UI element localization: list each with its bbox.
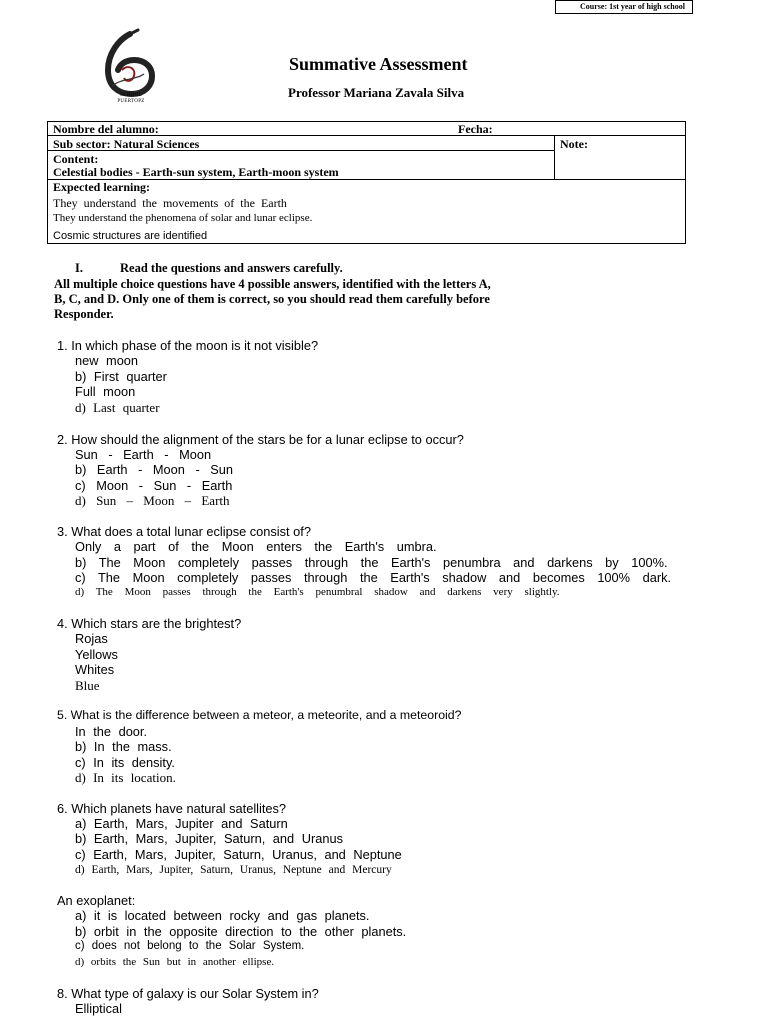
question-option: d) Earth, Mars, Jupiter, Saturn, Uranus, Neptune and Mercury bbox=[75, 864, 392, 876]
question-text: 4. Which stars are the brightest? bbox=[57, 616, 242, 631]
question-option: In the door. bbox=[75, 724, 148, 739]
question-option: Blue bbox=[75, 678, 100, 693]
question-text: 5. What is the difference between a meteor, a meteorite, and a meteoroid? bbox=[57, 708, 462, 722]
question-option: b) Earth, Mars, Jupiter, Saturn, and Uranus bbox=[75, 831, 343, 846]
question-option: b) Earth - Moon - Sun bbox=[75, 462, 234, 477]
question-text: 3. What does a total lunar eclipse consist of? bbox=[57, 524, 311, 539]
question-text: 1. In which phase of the moon is it not visible? bbox=[57, 338, 319, 353]
question-option: b) In the mass. bbox=[75, 739, 172, 754]
logo-caption-line-2: PUERTOPZ bbox=[117, 99, 145, 104]
question-option: Yellows bbox=[75, 647, 118, 662]
question-option: d) The Moon passes through the Earth's penumbral shadow and darkens very slightly. bbox=[75, 586, 560, 598]
section-number: I. bbox=[75, 261, 83, 275]
professor-name: Professor Mariana Zavala Silva bbox=[288, 85, 465, 100]
expected-learning-2: They understand the phenomena of solar and lunar eclipse. bbox=[53, 212, 313, 224]
question-option: d) Last quarter bbox=[75, 400, 160, 415]
question-option: d) In its location. bbox=[75, 770, 176, 785]
logo-caption-line-1: SCHOOL bbox=[120, 93, 142, 98]
expected-learning-3: Cosmic structures are identified bbox=[53, 230, 208, 242]
note-label: Note: bbox=[560, 137, 588, 151]
question-option: c) Moon - Sun - Earth bbox=[75, 478, 233, 493]
student-info-table bbox=[47, 121, 686, 244]
question-option: b) orbit in the opposite direction to the other planets. bbox=[75, 924, 407, 939]
question-option: c) Earth, Mars, Jupiter, Saturn, Uranus, and Neptune bbox=[75, 847, 402, 862]
question-option: Only a part of the Moon enters the Earth's umbra. bbox=[75, 539, 437, 554]
question-text: An exoplanet: bbox=[57, 893, 136, 908]
content-label: Content: bbox=[53, 152, 99, 166]
question-option: d) Sun – Moon – Earth bbox=[75, 493, 230, 508]
question-option: a) Earth, Mars, Jupiter and Saturn bbox=[75, 816, 288, 831]
question-option: new moon bbox=[75, 353, 139, 368]
instructions-line-1: All multiple choice questions have 4 possible answers, identified with the letters A, bbox=[54, 277, 491, 291]
question-option: c) The Moon completely passes through the Earth's shadow and becomes 100% dark. bbox=[75, 570, 672, 585]
course-label: Course: 1st year of high school bbox=[555, 0, 693, 14]
question-text: 8. What type of galaxy is our Solar System in? bbox=[57, 986, 319, 1001]
question-option: Rojas bbox=[75, 631, 108, 646]
question-option: a) it is located between rocky and gas planets. bbox=[75, 908, 370, 923]
question-option: Whites bbox=[75, 662, 115, 677]
section-heading: Read the questions and answers carefully. bbox=[120, 261, 343, 275]
question-option: Elliptical bbox=[75, 1001, 122, 1016]
question-option: c) In its density. bbox=[75, 755, 175, 770]
page-title: Summative Assessment bbox=[289, 54, 468, 74]
question-text: 6. Which planets have natural satellites? bbox=[57, 801, 287, 816]
instructions-line-2: B, C, and D. Only one of them is correct, so you should read them carefully before bbox=[54, 292, 490, 306]
table-divider bbox=[554, 135, 555, 179]
question-option: Sun - Earth - Moon bbox=[75, 447, 212, 462]
logo-caption bbox=[101, 93, 161, 105]
question-option: Full moon bbox=[75, 384, 136, 399]
question-text: 2. How should the alignment of the stars be for a lunar eclipse to occur? bbox=[57, 432, 464, 447]
expected-learning-label: Expected learning: bbox=[53, 180, 150, 194]
expected-learning-1: They understand the movements of the Earth bbox=[53, 196, 287, 210]
student-name-label: Nombre del alumno: bbox=[53, 122, 159, 136]
question-option: b) The Moon completely passes through the Earth's penumbra and darkens by 100%. bbox=[75, 555, 668, 570]
question-option: c) does not belong to the Solar System. bbox=[75, 940, 305, 952]
question-option: b) First quarter bbox=[75, 369, 167, 384]
subsector-label: Sub sector: Natural Sciences bbox=[53, 137, 200, 151]
date-label: Fecha: bbox=[458, 122, 493, 136]
question-option: d) orbits the Sun but in another ellipse. bbox=[75, 956, 275, 968]
content-value: Celestial bodies - Earth-sun system, Earth-moon system bbox=[53, 165, 339, 179]
instructions-line-3: Responder. bbox=[54, 307, 114, 321]
